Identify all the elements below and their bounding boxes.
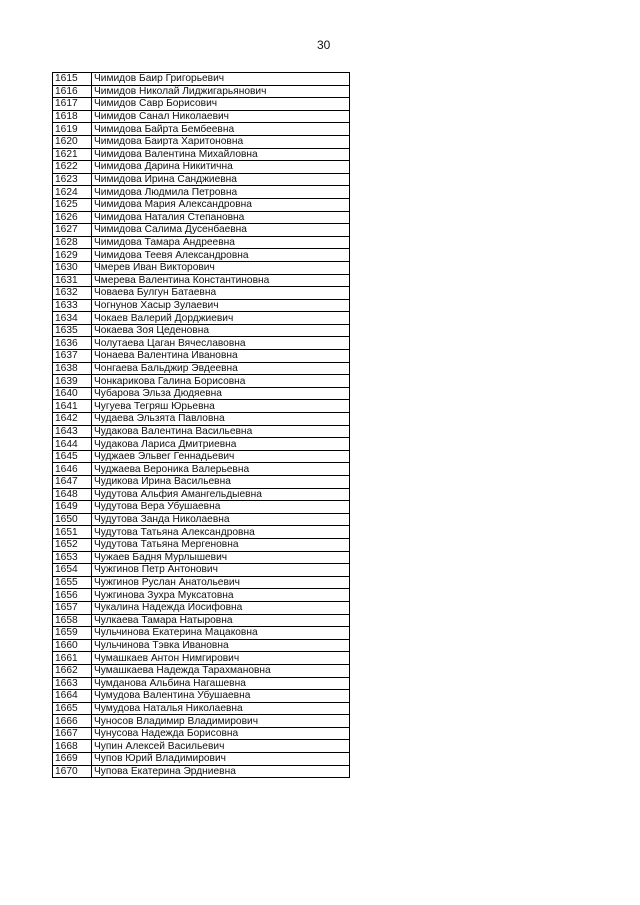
row-full-name: Чубарова Эльза Дюдяевна — [92, 387, 350, 400]
table-row — [53, 690, 350, 703]
row-full-name: Чульчинова Екатерина Мацаковна — [92, 627, 350, 640]
row-full-name: Чудутова Занда Николаевна — [92, 513, 350, 526]
table-row — [53, 375, 350, 388]
row-number: 1645 — [53, 450, 92, 463]
row-full-name: Чимидова Ирина Санджиевна — [92, 173, 350, 186]
table-row — [53, 123, 350, 136]
row-full-name: Чумудова Наталья Николаевна — [92, 702, 350, 715]
row-full-name: Чужгинова Зухра Муксатовна — [92, 589, 350, 602]
row-number: 1648 — [53, 488, 92, 501]
table-row — [53, 501, 350, 514]
row-number: 1620 — [53, 135, 92, 148]
row-number: 1639 — [53, 375, 92, 388]
row-number: 1669 — [53, 753, 92, 766]
table-row — [53, 727, 350, 740]
row-full-name: Чудакова Лариса Дмитриевна — [92, 438, 350, 451]
row-number: 1667 — [53, 727, 92, 740]
table-row — [53, 677, 350, 690]
table-row — [53, 85, 350, 98]
row-number: 1650 — [53, 513, 92, 526]
row-full-name: Чонгаева Бальджир Эвдеевна — [92, 362, 350, 375]
row-full-name: Чулкаева Тамара Натыровна — [92, 614, 350, 627]
row-number: 1619 — [53, 123, 92, 136]
row-full-name: Чимидова Наталия Степановна — [92, 211, 350, 224]
row-full-name: Чужгинов Петр Антонович — [92, 564, 350, 577]
row-number: 1641 — [53, 400, 92, 413]
row-full-name: Чимидова Мария Александровна — [92, 198, 350, 211]
row-full-name: Чимидова Салима Дусенбаевна — [92, 224, 350, 237]
row-number: 1643 — [53, 425, 92, 438]
row-number: 1618 — [53, 110, 92, 123]
row-number: 1637 — [53, 350, 92, 363]
row-full-name: Чимидова Валентина Михайловна — [92, 148, 350, 161]
table-row — [53, 614, 350, 627]
row-full-name: Чудутова Вера Убушаевна — [92, 501, 350, 514]
row-full-name: Чонаева Валентина Ивановна — [92, 350, 350, 363]
row-full-name: Чупова Екатерина Эрдниевна — [92, 765, 350, 778]
table-row — [53, 98, 350, 111]
table-row — [53, 324, 350, 337]
row-full-name: Чмерева Валентина Константиновна — [92, 274, 350, 287]
row-full-name: Чугуева Тегряш Юрьевна — [92, 400, 350, 413]
table-row — [53, 287, 350, 300]
table-row — [53, 73, 350, 86]
table-row — [53, 740, 350, 753]
row-number: 1655 — [53, 576, 92, 589]
table-body — [53, 73, 350, 778]
table-row — [53, 765, 350, 778]
row-number: 1664 — [53, 690, 92, 703]
row-number: 1649 — [53, 501, 92, 514]
row-full-name: Чунусова Надежда Борисовна — [92, 727, 350, 740]
row-full-name: Чудутова Альфия Амангельдыевна — [92, 488, 350, 501]
row-full-name: Чуносов Владимир Владимирович — [92, 715, 350, 728]
row-full-name: Чудаева Эльзята Павловна — [92, 413, 350, 426]
table-row — [53, 211, 350, 224]
row-full-name: Чимидова Тамара Андреевна — [92, 236, 350, 249]
row-number: 1632 — [53, 287, 92, 300]
table-row — [53, 161, 350, 174]
row-full-name: Чимидова Баирта Харитоновна — [92, 135, 350, 148]
table-row — [53, 652, 350, 665]
row-number: 1665 — [53, 702, 92, 715]
row-number: 1662 — [53, 664, 92, 677]
row-full-name: Чупин Алексей Васильевич — [92, 740, 350, 753]
row-number: 1628 — [53, 236, 92, 249]
row-number: 1627 — [53, 224, 92, 237]
table-row — [53, 249, 350, 262]
row-number: 1661 — [53, 652, 92, 665]
row-full-name: Чуджаева Вероника Валерьевна — [92, 463, 350, 476]
row-full-name: Чупов Юрий Владимирович — [92, 753, 350, 766]
row-number: 1621 — [53, 148, 92, 161]
table-row — [53, 337, 350, 350]
row-full-name: Чимидов Николай Лиджигарьянович — [92, 85, 350, 98]
row-full-name: Чуджаев Эльвег Геннадьевич — [92, 450, 350, 463]
row-number: 1668 — [53, 740, 92, 753]
row-number: 1629 — [53, 249, 92, 262]
row-full-name: Чумданова Альбина Нагашевна — [92, 677, 350, 690]
table-row — [53, 526, 350, 539]
row-number: 1633 — [53, 299, 92, 312]
row-number: 1623 — [53, 173, 92, 186]
row-full-name: Чонкарикова Галина Борисовна — [92, 375, 350, 388]
table-row — [53, 173, 350, 186]
row-number: 1659 — [53, 627, 92, 640]
row-number: 1656 — [53, 589, 92, 602]
row-number: 1630 — [53, 261, 92, 274]
table-row — [53, 476, 350, 489]
row-full-name: Чимидов Баир Григорьевич — [92, 73, 350, 86]
table-row — [53, 753, 350, 766]
table-row — [53, 362, 350, 375]
row-full-name: Чимидова Людмила Петровна — [92, 186, 350, 199]
row-full-name: Чолутаева Цаган Вячеславовна — [92, 337, 350, 350]
row-number: 1653 — [53, 551, 92, 564]
row-full-name: Чимидова Теевя Александровна — [92, 249, 350, 262]
row-number: 1644 — [53, 438, 92, 451]
row-full-name: Чумашкаева Надежда Тарахмановна — [92, 664, 350, 677]
table-row — [53, 261, 350, 274]
row-number: 1651 — [53, 526, 92, 539]
table-row — [53, 715, 350, 728]
table-row — [53, 400, 350, 413]
row-full-name: Чимидова Дарина Никитична — [92, 161, 350, 174]
row-full-name: Чимидов Санал Николаевич — [92, 110, 350, 123]
table-row — [53, 274, 350, 287]
table-row — [53, 224, 350, 237]
row-number: 1652 — [53, 538, 92, 551]
row-full-name: Чудутова Татьяна Мергеновна — [92, 538, 350, 551]
table-row — [53, 438, 350, 451]
row-number: 1666 — [53, 715, 92, 728]
row-number: 1640 — [53, 387, 92, 400]
row-full-name: Чимидов Савр Борисович — [92, 98, 350, 111]
row-number: 1654 — [53, 564, 92, 577]
row-full-name: Чокаева Зоя Цеденовна — [92, 324, 350, 337]
row-number: 1647 — [53, 476, 92, 489]
row-full-name: Чумудова Валентина Убушаевна — [92, 690, 350, 703]
row-full-name: Чумашкаев Антон Нимгирович — [92, 652, 350, 665]
table-row — [53, 601, 350, 614]
table-row — [53, 576, 350, 589]
row-full-name: Чукалина Надежда Иосифовна — [92, 601, 350, 614]
row-number: 1670 — [53, 765, 92, 778]
row-number: 1615 — [53, 73, 92, 86]
row-number: 1660 — [53, 639, 92, 652]
table-row — [53, 312, 350, 325]
table-row — [53, 702, 350, 715]
table-row — [53, 463, 350, 476]
row-full-name: Чудикова Ирина Васильевна — [92, 476, 350, 489]
table-row — [53, 413, 350, 426]
table-row — [53, 110, 350, 123]
row-full-name: Чудакова Валентина Васильевна — [92, 425, 350, 438]
table-row — [53, 450, 350, 463]
table-row — [53, 387, 350, 400]
row-full-name: Чужгинов Руслан Анатольевич — [92, 576, 350, 589]
row-number: 1646 — [53, 463, 92, 476]
row-number: 1663 — [53, 677, 92, 690]
row-number: 1631 — [53, 274, 92, 287]
table-row — [53, 198, 350, 211]
table-row — [53, 148, 350, 161]
row-number: 1638 — [53, 362, 92, 375]
table-row — [53, 425, 350, 438]
row-number: 1624 — [53, 186, 92, 199]
row-number: 1625 — [53, 198, 92, 211]
row-full-name: Чимидова Байрта Бембеевна — [92, 123, 350, 136]
table-row — [53, 236, 350, 249]
table-row — [53, 627, 350, 640]
row-number: 1616 — [53, 85, 92, 98]
row-full-name: Човаева Булгун Батаевна — [92, 287, 350, 300]
table-row — [53, 551, 350, 564]
row-full-name: Чужаев Бадня Мурлышевич — [92, 551, 350, 564]
row-number: 1635 — [53, 324, 92, 337]
row-number: 1634 — [53, 312, 92, 325]
row-number: 1657 — [53, 601, 92, 614]
row-full-name: Чогнунов Хасыр Зулаевич — [92, 299, 350, 312]
row-number: 1622 — [53, 161, 92, 174]
table-row — [53, 350, 350, 363]
table-row — [53, 538, 350, 551]
table-row — [53, 186, 350, 199]
row-full-name: Чмерев Иван Викторович — [92, 261, 350, 274]
table-row — [53, 135, 350, 148]
table-row — [53, 664, 350, 677]
row-number: 1626 — [53, 211, 92, 224]
page-number: 30 — [317, 38, 331, 52]
row-number: 1642 — [53, 413, 92, 426]
row-full-name: Чудутова Татьяна Александровна — [92, 526, 350, 539]
row-full-name: Чульчинова Тэвка Ивановна — [92, 639, 350, 652]
table-row — [53, 488, 350, 501]
table-row — [53, 589, 350, 602]
row-number: 1636 — [53, 337, 92, 350]
table-row — [53, 513, 350, 526]
row-full-name: Чокаев Валерий Дорджиевич — [92, 312, 350, 325]
table-row — [53, 299, 350, 312]
table-row — [53, 639, 350, 652]
names-table — [52, 72, 350, 778]
row-number: 1617 — [53, 98, 92, 111]
row-number: 1658 — [53, 614, 92, 627]
table-row — [53, 564, 350, 577]
